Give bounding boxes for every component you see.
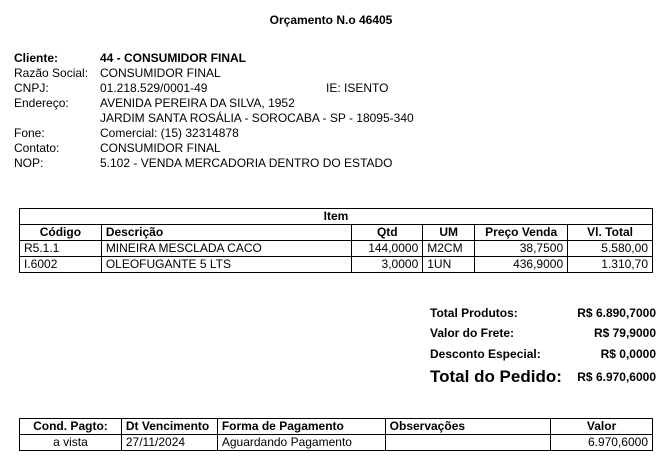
address-label: Endereço: bbox=[14, 96, 69, 110]
column-header: Qtd bbox=[352, 225, 423, 241]
column-header: Cond. Pagto: bbox=[20, 419, 122, 435]
total-products-label: Total Produtos: bbox=[430, 306, 518, 320]
razao-label: Razão Social: bbox=[14, 66, 89, 80]
discount-label: Desconto Especial: bbox=[430, 347, 541, 361]
item-description: OLEOFUGANTE 5 LTS bbox=[101, 257, 352, 273]
payment-due-date: 27/11/2024 bbox=[121, 435, 217, 451]
cnpj-number: 01.218.529/0001-49 bbox=[100, 81, 208, 95]
payment-method: Aguardando Pagamento bbox=[217, 435, 385, 451]
item-total: 5.580,00 bbox=[568, 241, 653, 257]
column-header: Vl. Total bbox=[568, 225, 653, 241]
payment-notes bbox=[385, 435, 551, 451]
contact-label: Contato: bbox=[14, 141, 60, 155]
items-header-row bbox=[20, 225, 653, 241]
column-header: Valor bbox=[551, 419, 653, 435]
column-header: Dt Vencimento bbox=[121, 419, 217, 435]
column-header: UM bbox=[423, 225, 475, 241]
item-total: 1.310,70 bbox=[568, 257, 653, 273]
payment-value: 6.970,6000 bbox=[551, 435, 653, 451]
freight-row bbox=[430, 326, 656, 347]
item-qty: 144,0000 bbox=[352, 241, 423, 257]
item-unit: 1UN bbox=[423, 257, 475, 273]
item-code: I.6002 bbox=[20, 257, 102, 273]
nop-label: NOP: bbox=[14, 156, 44, 170]
item-price: 436,9000 bbox=[475, 257, 568, 273]
order-total-row bbox=[430, 365, 656, 389]
discount-row bbox=[430, 347, 656, 365]
order-total-label: Total do Pedido: bbox=[430, 367, 562, 386]
address-line2: JARDIM SANTA ROSÁLIA - SOROCABA - SP - 18095-340 bbox=[100, 111, 414, 125]
ie-value: IE: ISENTO bbox=[326, 81, 389, 95]
cnpj-value bbox=[100, 81, 389, 96]
address-line1: AVENIDA PEREIRA DA SILVA, 1952 bbox=[100, 96, 295, 110]
phone-label: Fone: bbox=[14, 126, 45, 140]
item-price: 38,7500 bbox=[475, 241, 568, 257]
total-products-value: R$ 6.890,7000 bbox=[577, 306, 656, 320]
document-title: Orçamento N.o 46405 bbox=[269, 13, 393, 27]
column-header: Forma de Pagamento bbox=[217, 419, 385, 435]
client-value: 44 - CONSUMIDOR FINAL bbox=[100, 51, 247, 65]
column-header: Observações bbox=[385, 419, 551, 435]
items-table bbox=[19, 208, 653, 273]
order-total-value: R$ 6.970,6000 bbox=[577, 370, 656, 384]
payment-condition: a vista bbox=[20, 435, 122, 451]
nop-value: 5.102 - VENDA MERCADORIA DENTRO DO ESTADO bbox=[100, 156, 393, 170]
discount-value: R$ 0,0000 bbox=[600, 347, 656, 361]
item-description: MINEIRA MESCLADA CACO bbox=[101, 241, 352, 257]
table-row bbox=[20, 435, 653, 451]
total-products-row bbox=[430, 306, 656, 326]
item-unit: M2CM bbox=[423, 241, 475, 257]
table-row bbox=[20, 241, 653, 257]
column-header: Código bbox=[20, 225, 102, 241]
column-header: Preço Venda bbox=[475, 225, 568, 241]
payment-header-row bbox=[20, 419, 653, 435]
cnpj-label: CNPJ: bbox=[14, 81, 49, 95]
table-row bbox=[20, 257, 653, 273]
item-code: R5.1.1 bbox=[20, 241, 102, 257]
phone-value: Comercial: (15) 32314878 bbox=[100, 126, 239, 140]
payment-table bbox=[19, 418, 653, 451]
contact-value: CONSUMIDOR FINAL bbox=[100, 141, 221, 155]
totals-block bbox=[430, 306, 656, 389]
items-caption: Item bbox=[20, 209, 653, 225]
freight-label: Valor do Frete: bbox=[430, 326, 515, 340]
item-qty: 3,0000 bbox=[352, 257, 423, 273]
freight-value: R$ 79,9000 bbox=[593, 326, 656, 340]
razao-value: CONSUMIDOR FINAL bbox=[100, 66, 221, 80]
client-label: Cliente: bbox=[14, 51, 59, 65]
column-header: Descrição bbox=[101, 225, 352, 241]
